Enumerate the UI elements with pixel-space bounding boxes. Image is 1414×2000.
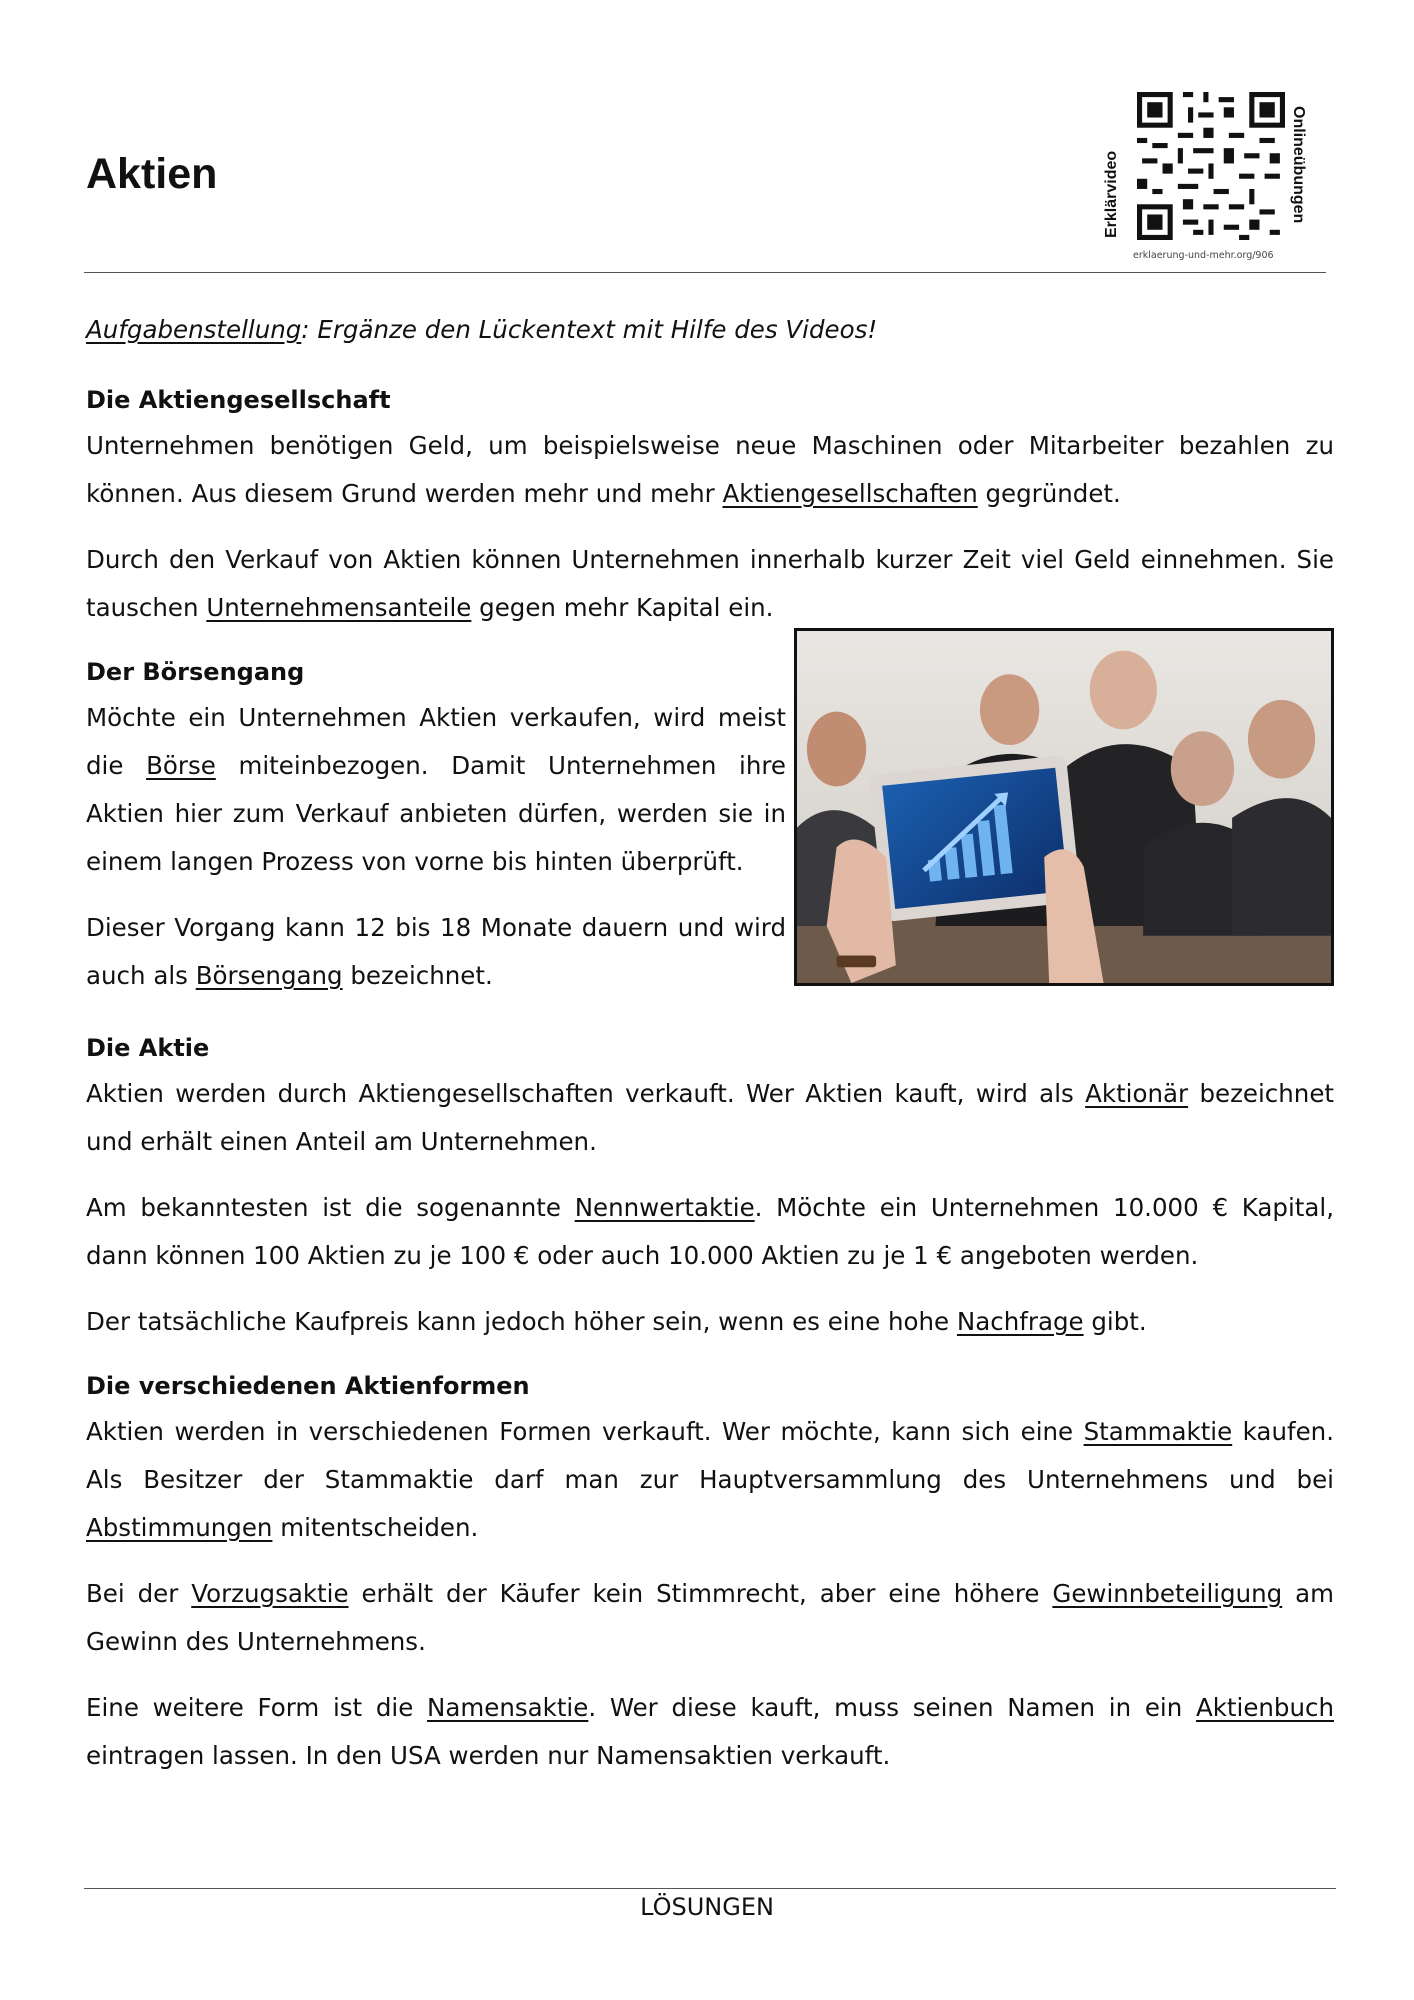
task-text: : Ergänze den Lückentext mit Hilfe des Videos! bbox=[301, 315, 878, 344]
qr-block bbox=[1085, 88, 1325, 268]
paragraph: Bei der Vorzugsaktie erhält der Käufer kein Stimmrecht, aber eine höhere Gewinnbeteiligung am Gewinn des Unternehmens. bbox=[86, 1579, 1335, 1656]
section-boersengang bbox=[86, 650, 1334, 1018]
footer-divider bbox=[84, 1888, 1336, 1889]
paragraph: Der tatsächliche Kaufpreis kann jedoch höher sein, wenn es eine hohe Nachfrage gibt. bbox=[86, 1307, 1147, 1336]
answer-word: Börsengang bbox=[195, 961, 343, 990]
answer-word: Gewinnbeteiligung bbox=[1052, 1579, 1283, 1608]
footer-label: LÖSUNGEN bbox=[640, 1893, 774, 1921]
answer-word: Aktiengesellschaften bbox=[722, 479, 978, 508]
answer-word: Namensaktie bbox=[427, 1693, 589, 1722]
answer-word: Börse bbox=[146, 751, 216, 780]
answer-word: Abstimmungen bbox=[86, 1513, 273, 1542]
answer-word: Stammaktie bbox=[1083, 1417, 1233, 1446]
paragraph: Aktien werden in verschiedenen Formen verkauft. Wer möchte, kann sich eine Stammaktie kaufen. Als Besitzer der Stammaktie darf man zur Hauptversammlung des Unternehmens und bei Abstimmungen mitentscheiden. bbox=[86, 1417, 1334, 1542]
qr-code-icon[interactable] bbox=[1137, 92, 1285, 240]
business-meeting-photo bbox=[794, 628, 1334, 986]
paragraph: Dieser Vorgang kann 12 bis 18 Monate dauern und wird auch als Börsengang bezeichnet. bbox=[86, 913, 786, 990]
paragraph: Möchte ein Unternehmen Aktien verkaufen, wird meist die Börse miteinbezogen. Damit Unternehmen ihre Aktien hier zum Verkauf anbieten dürfen, werden sie in einem langen Prozess von vorne bis hinten überprüft. bbox=[86, 703, 786, 876]
paragraph: Eine weitere Form ist die Namensaktie. Wer diese kauft, muss seinen Namen in ein Aktienbuch eintragen lassen. In den USA werden nur Namensaktien verkauft. bbox=[86, 1693, 1335, 1770]
header-divider bbox=[84, 272, 1326, 273]
answer-word: Vorzugsaktie bbox=[191, 1579, 349, 1608]
task-label: Aufgabenstellung bbox=[86, 315, 302, 344]
answer-word: Nennwertaktie bbox=[574, 1193, 755, 1222]
answer-word: Aktienbuch bbox=[1195, 1693, 1335, 1722]
paragraph: Unternehmen benötigen Geld, um beispielsweise neue Maschinen oder Mitarbeiter bezahlen zu können. Aus diesem Grund werden mehr und mehr Aktiengesellschaften gegründet. bbox=[86, 431, 1334, 508]
section-title-aktienformen: Die verschiedenen Aktienformen bbox=[86, 1372, 530, 1400]
task-instruction bbox=[86, 306, 1334, 354]
paragraph: Durch den Verkauf von Aktien können Unternehmen innerhalb kurzer Zeit viel Geld einnehmen. Sie tauschen Unternehmensanteile gegen mehr Kapital ein. bbox=[86, 545, 1334, 622]
answer-word: Aktionär bbox=[1085, 1079, 1189, 1108]
page-title: Aktien bbox=[86, 150, 218, 198]
worksheet-body bbox=[86, 306, 1334, 1798]
section-title-boersengang: Der Börsengang bbox=[86, 658, 305, 686]
section-title-aktiengesellschaft: Die Aktiengesellschaft bbox=[86, 386, 391, 414]
paragraph: Am bekanntesten ist die sogenannte Nennwertaktie. Möchte ein Unternehmen 10.000 € Kapital, dann können 100 Aktien zu je 100 € oder auch 10.000 Aktien zu je 1 € angeboten werden. bbox=[86, 1193, 1334, 1270]
paragraph: Aktien werden durch Aktiengesellschaften verkauft. Wer Aktien kauft, wird als Aktionär bezeichnet und erhält einen Anteil am Unternehmen. bbox=[86, 1079, 1335, 1156]
qr-url: erklaerung-und-mehr.org/906 bbox=[1133, 250, 1274, 261]
online-exercises-label: Onlineübungen bbox=[1290, 106, 1307, 224]
answer-word: Nachfrage bbox=[956, 1307, 1084, 1336]
explainer-video-label: Erklärvideo bbox=[1103, 150, 1120, 238]
answer-word: Unternehmensanteile bbox=[206, 593, 472, 622]
section-title-aktie: Die Aktie bbox=[86, 1034, 210, 1062]
